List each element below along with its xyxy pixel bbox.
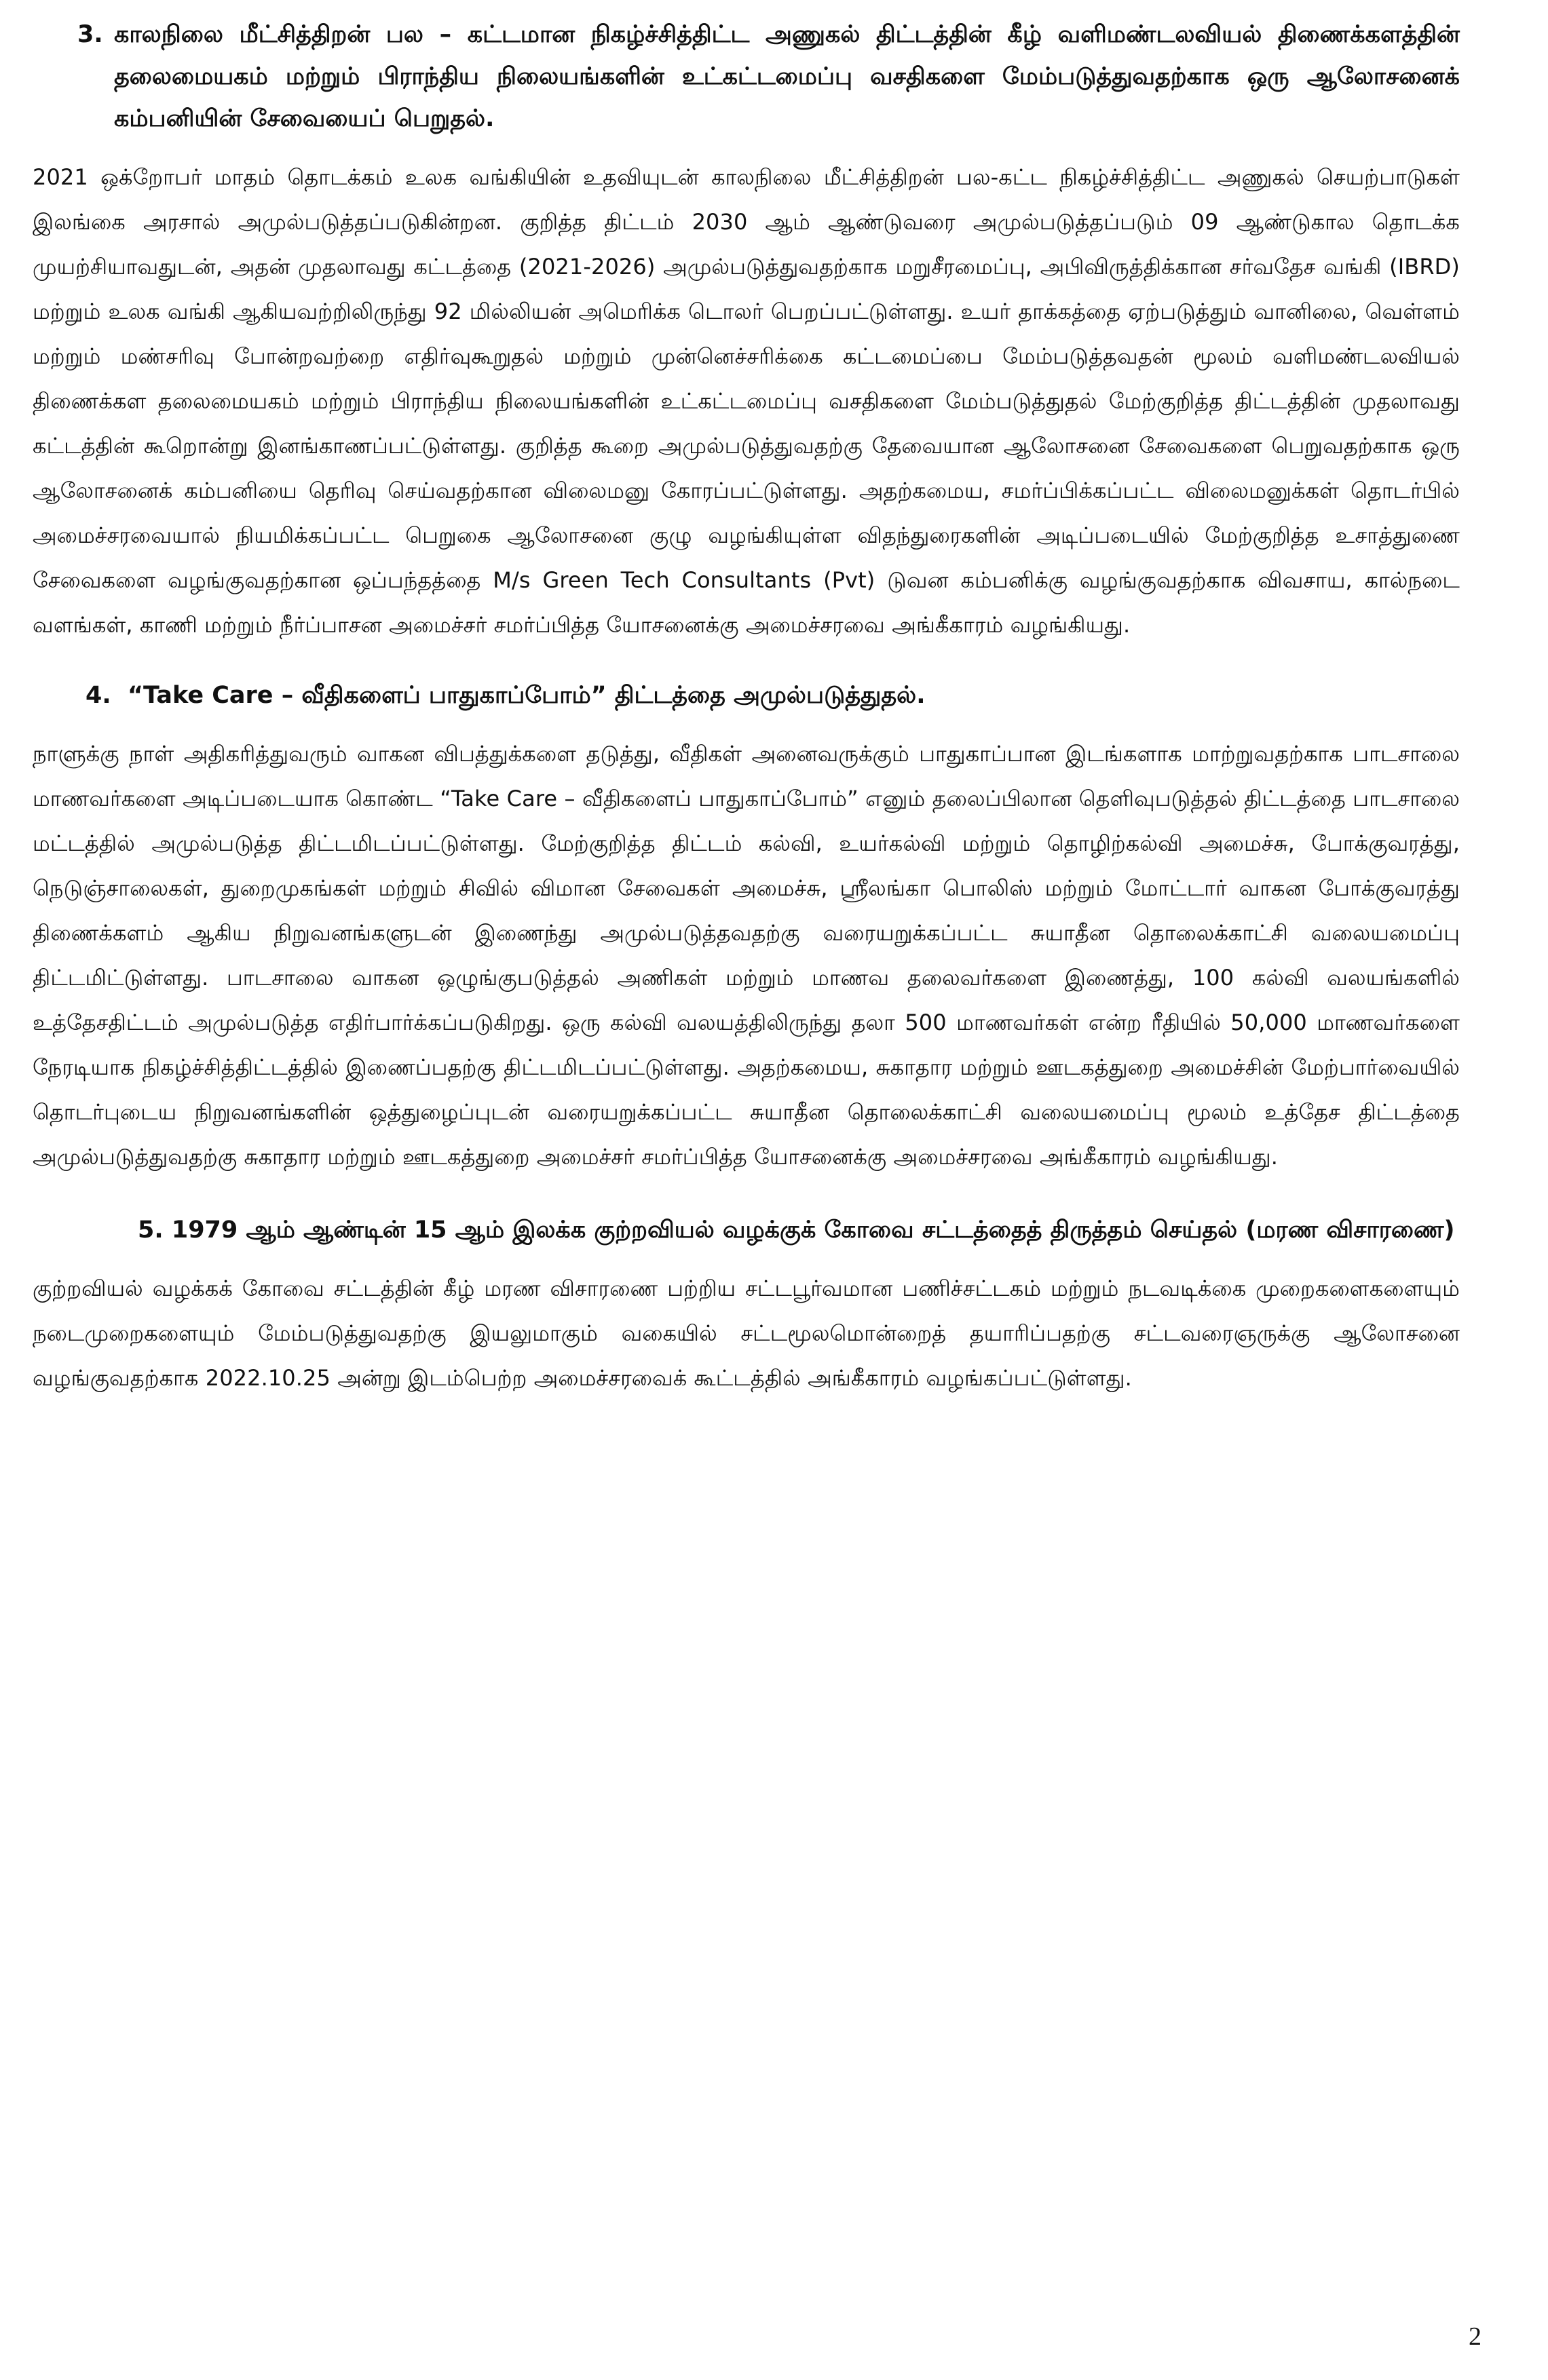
section-4-title: “Take Care – வீதிகளைப் பாதுகாப்போம்” திட்டத்தை அமுல்படுத்துதல். — [128, 682, 926, 709]
section-5-heading — [33, 1209, 1460, 1251]
section-4-heading — [33, 674, 1460, 716]
section-5-number: 5. — [138, 1216, 164, 1244]
section-5-body: குற்றவியல் வழக்கக் கோவை சட்டத்தின் கீழ் மரண விசாரணை பற்றிய சட்டபூர்வமான பணிச்சட்டகம் மற்றும் நடவடிக்கை முறைகளைகளையும் நடைமுறைகளையும் மேம்படுத்துவதற்கு இயலுமாகும் வகையில் சட்டமூலமொன்றைத் தயாரிப்பதற்கு சட்டவரைஞருக்கு ஆலோசனை வழங்குவதற்காக 2022.10.25 அன்று இடம்பெற்ற அமைச்சரவைக் கூட்டத்தில் அங்கீகாரம் வழங்கப்பட்டுள்ளது. — [33, 1275, 1460, 1391]
section-3-number: 3. — [77, 21, 103, 48]
section-5-title: 1979 ஆம் ஆண்டின் 15 ஆம் இலக்க குற்றவியல் வழக்குக் கோவை சட்டத்தைத் திருத்தம் செய்தல் (மரண விசாரணை) — [171, 1216, 1455, 1244]
page-number: 2 — [1469, 2322, 1481, 2351]
section-4-body: நாளுக்கு நாள் அதிகரித்துவரும் வாகன விபத்துக்களை தடுத்து, வீதிகள் அனைவருக்கும் பாதுகாப்பான இடங்களாக மாற்றுவதற்காக பாடசாலை மாணவர்களை அடிப்படையாக கொண்ட “Take Care – வீதிகளைப் பாதுகாப்போம்” எனும் தலைப்பிலான தெளிவுபடுத்தல் திட்டத்தை பாடசாலை மட்டத்தில் அமுல்படுத்த திட்டமிடப்பட்டுள்ளது. மேற்குறித்த திட்டம் கல்வி, உயர்கல்வி மற்றும் தொழிற்கல்வி அமைச்சு, போக்குவரத்து, நெடுஞ்சாலைகள், துறைமுகங்கள் மற்றும் சிவில் விமான சேவைகள் அமைச்சு, ஸ்ரீலங்கா பொலிஸ் மற்றும் மோட்டார் வாகன போக்குவரத்து திணைக்களம் ஆகிய நிறுவனங்களுடன் இணைந்து அமுல்படுத்தவதற்கு வரையறுக்கப்பட்ட சுயாதீன தொலைக்காட்சி வலையமைப்பு திட்டமிட்டுள்ளது. பாடசாலை வாகன ஒழுங்குபடுத்தல் அணிகள் மற்றும் மாணவ தலைவர்களை இணைத்து, 100 கல்வி வலயங்களில் உத்தேசதிட்டம் அமுல்படுத்த எதிர்பார்க்கப்படுகிறது. ஒரு கல்வி வலயத்திலிருந்து தலா 500 மாணவர்கள் என்ற ரீதியில் 50,000 மாணவர்களை நேரடியாக நிகழ்ச்சித்திட்டத்தில் இணைப்பதற்கு திட்டமிடப்பட்டுள்ளது. அதற்கமைய, சுகாதார மற்றும் ஊடகத்துறை அமைச்சின் மேற்பார்வையில் தொடர்புடைய நிறுவனங்களின் ஒத்துழைப்புடன் வரையறுக்கப்பட்ட சுயாதீன தொலைக்காட்சி வலையமைப்பு மூலம் உத்தேச திட்டத்தை அமுல்படுத்துவதற்கு சுகாதார மற்றும் ஊடகத்துறை அமைச்சர் சமர்ப்பித்த யோசனைக்கு அமைச்சரவை அங்கீகாரம் வழங்கியது. — [33, 741, 1460, 1170]
section-3-heading — [33, 14, 1460, 140]
section-4-number: 4. — [86, 682, 111, 709]
section-3-body: 2021 ஒக்றோபர் மாதம் தொடக்கம் உலக வங்கியின் உதவியுடன் காலநிலை மீட்சித்திறன் பல-கட்ட நிகழ்ச்சித்திட்ட அணுகல் செயற்பாடுகள் இலங்கை அரசால் அமுல்படுத்தப்படுகின்றன. குறித்த திட்டம் 2030 ஆம் ஆண்டுவரை அமுல்படுத்தப்படும் 09 ஆண்டுகால தொடக்க முயற்சியாவதுடன், அதன் முதலாவது கட்டத்தை (2021-2026) அமுல்படுத்துவதற்காக மறுசீரமைப்பு, அபிவிருத்திக்கான சர்வதேச வங்கி (IBRD) மற்றும் உலக வங்கி ஆகியவற்றிலிருந்து 92 மில்லியன் அமெரிக்க டொலர் பெறப்பட்டுள்ளது. உயர் தாக்கத்தை ஏற்படுத்தும் வானிலை, வெள்ளம் மற்றும் மண்சரிவு போன்றவற்றை எதிர்வுகூறுதல் மற்றும் முன்னெச்சரிக்கை கட்டமைப்பை மேம்படுத்தவதன் மூலம் வளிமண்டலவியல் திணைக்கள தலைமையகம் மற்றும் பிராந்திய நிலையங்களின் உட்கட்டமைப்பு வசதிகளை மேம்படுத்துதல் மேற்குறித்த திட்டத்தின் முதலாவது கட்டத்தின் கூறொன்று இனங்காணப்பட்டுள்ளது. குறித்த கூறை அமுல்படுத்துவதற்கு தேவையான ஆலோசனை சேவைகளை பெறுவதற்காக ஒரு ஆலோசனைக் கம்பனியை தெரிவு செய்வதற்கான விலைமனு கோரப்பட்டுள்ளது. அதற்கமைய, சமர்ப்பிக்கப்பட்ட விலைமனுக்கள் தொடர்பில் அமைச்சரவையால் நியமிக்கப்பட்ட பெறுகை ஆலோசனை குழு வழங்கியுள்ள விதந்துரைகளின் அடிப்படையில் மேற்குறித்த உசாத்துணை சேவைகளை வழங்குவதற்கான ஒப்பந்தத்தை M/s Green Tech Consultants (Pvt) டுவன கம்பனிக்கு வழங்குவதற்காக விவசாய, கால்நடை வளங்கள், காணி மற்றும் நீர்ப்பாசன அமைச்சர் சமர்ப்பித்த யோசனைக்கு அமைச்சரவை அங்கீகாரம் வழங்கியது. — [33, 164, 1460, 638]
section-3-title: காலநிலை மீட்சித்திறன் பல – கட்டமான நிகழ்ச்சித்திட்ட அணுகல் திட்டத்தின் கீழ் வளிமண்டலவியல் திணைக்களத்தின் தலைமையகம் மற்றும் பிராந்திய நிலையங்களின் உட்கட்டமைப்பு வசதிகளை மேம்படுத்துவதற்காக ஒரு ஆலோசனைக் கம்பனியின் சேவையைப் பெறுதல். — [114, 21, 1460, 132]
